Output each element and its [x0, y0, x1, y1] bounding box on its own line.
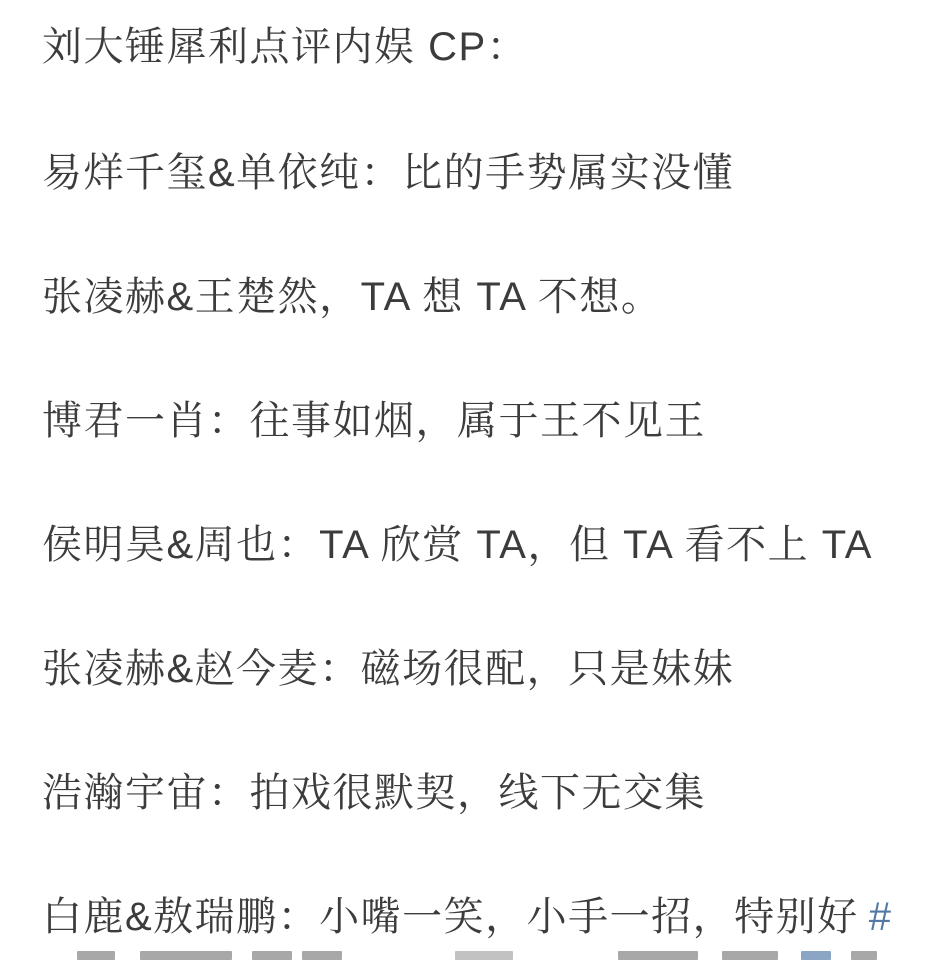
hashtag-link[interactable]: # [868, 895, 893, 939]
post-line-text: 白鹿&敖瑞鹏：小嘴一笑，小手一招，特别好 [42, 895, 859, 939]
post-line-6 [42, 646, 734, 692]
post-line-7 [42, 770, 706, 816]
clipped-glyph-fragment [851, 951, 877, 960]
post-line-text: 张凌赫&王楚然，TA 想 TA 不想。 [42, 275, 663, 319]
clipped-glyph-fragment [618, 951, 698, 960]
clipped-glyph-fragment [455, 951, 513, 960]
post-line-2 [42, 150, 734, 196]
post-line-4 [42, 398, 706, 444]
clipped-glyph-fragment [252, 951, 292, 960]
post-line-5 [42, 522, 873, 568]
clipped-glyph-fragment [77, 951, 115, 960]
post-title-line [42, 24, 528, 70]
clipped-glyph-fragment [302, 951, 342, 960]
post-line-text: 博君一肖：往事如烟，属于王不见王 [42, 399, 706, 443]
post-line-3 [42, 274, 662, 320]
post-line-text: 侯明昊&周也：TA 欣赏 TA，但 TA 看不上 TA [42, 523, 873, 567]
post-line-8 [42, 894, 892, 940]
clipped-glyph-fragment [722, 951, 778, 960]
post-line-text: 浩瀚宇宙：拍戏很默契，线下无交集 [42, 771, 706, 815]
clipped-glyph-fragment [140, 951, 232, 960]
post-line-text: 张凌赫&赵今麦：磁场很配，只是妹妹 [42, 647, 735, 691]
post-title-text: 刘大锤犀利点评内娱 CP： [42, 25, 529, 69]
clipped-hashtag-fragment [801, 951, 831, 960]
post-line-text: 易烊千玺&单依纯：比的手势属实没懂 [42, 151, 735, 195]
